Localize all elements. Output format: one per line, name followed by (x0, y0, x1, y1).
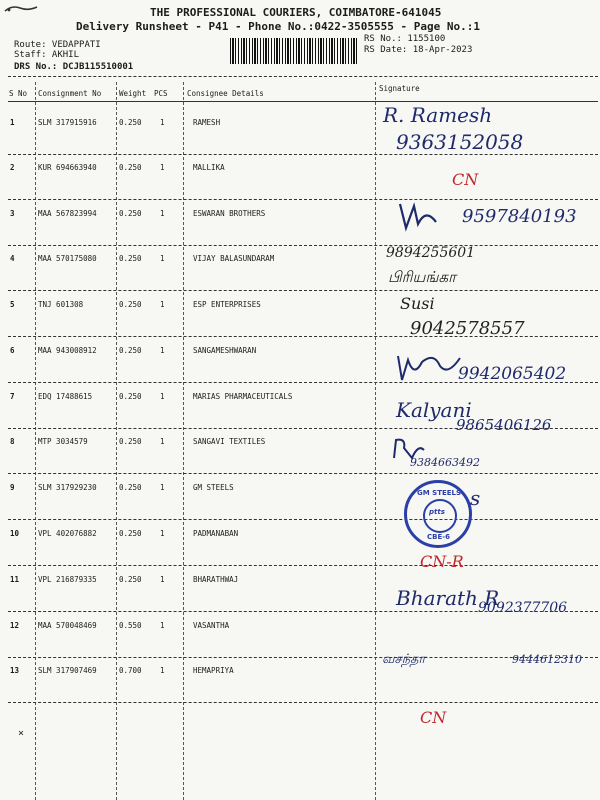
row-consignment-no: MAA 570048469 (38, 621, 97, 630)
row-divider (8, 473, 598, 474)
row-consignee: HEMAPRIYA (193, 666, 234, 675)
row-consignment-no: MAA 943008912 (38, 346, 97, 355)
row-consignee: ESP ENTERPRISES (193, 300, 261, 309)
signature-phone: 9444612310 (512, 653, 582, 666)
row-pcs: 1 (160, 118, 165, 127)
drs-number: DRS No.: DCJB115510001 (14, 62, 134, 72)
header-top-rule (8, 76, 598, 77)
signature-bharath: Bharath R (396, 586, 500, 610)
row-consignee: PADMANABAN (193, 529, 239, 538)
row-divider (8, 154, 598, 155)
row-consignee: RAMESH (193, 118, 221, 127)
signature-scribble (396, 198, 440, 234)
row-weight: 0.250 (119, 209, 142, 218)
row-consignment-no: KUR 694663940 (38, 163, 97, 172)
row-divider (8, 290, 598, 291)
row-consignment-no: MAA 570175080 (38, 254, 97, 263)
row-divider (8, 199, 598, 200)
row-consignee: MALLIKA (193, 163, 225, 172)
runsheet-title: Delivery Runsheet - P41 - Phone No.:0422-3505555 - Page No.:1 (76, 20, 480, 33)
courier-logo (4, 4, 38, 14)
row-pcs: 1 (160, 209, 165, 218)
row-divider (8, 702, 598, 703)
row-sno: 12 (10, 621, 20, 630)
cn-r-mark: CN-R (420, 552, 464, 571)
signature-scribble (394, 348, 464, 384)
rs-number: RS No.: 1155100 (364, 34, 446, 44)
signature-ramesh: R. Ramesh (383, 103, 493, 127)
row-consignee: BHARATHWAJ (193, 575, 239, 584)
col-header-signature: Signature (379, 84, 420, 93)
col-header-pcs: PCS (154, 89, 168, 98)
row-sno: 8 (10, 437, 15, 446)
row-sno: 1 (10, 118, 15, 127)
signature-phone: 9597840193 (462, 206, 577, 227)
row-consignment-no: SLM 317929230 (38, 483, 97, 492)
row-consignee: MARIAS PHARMACEUTICALS (193, 392, 293, 401)
row-divider (8, 657, 598, 658)
row-sno: 9 (10, 483, 15, 492)
cn-mark: CN (420, 708, 447, 727)
column-divider (183, 82, 184, 800)
row-consignee: ESWARAN BROTHERS (193, 209, 266, 218)
row-consignment-no: SLM 317915916 (38, 118, 97, 127)
signature-susi: Susi (400, 294, 435, 313)
signature-tamil-name: பிரியங்கா (388, 268, 456, 286)
signature-mark: s (470, 486, 481, 510)
signature-phone: 9894255601 (386, 245, 476, 261)
row-weight: 0.700 (119, 666, 142, 675)
row-weight: 0.250 (119, 346, 142, 355)
company-seal (404, 480, 472, 548)
row-sno: 3 (10, 209, 15, 218)
row-consignment-no: VPL 216879335 (38, 575, 97, 584)
seal-inner-ring (423, 499, 457, 533)
row-consignee: GM STEELS (193, 483, 234, 492)
row-consignee: SANGAVI TEXTILES (193, 437, 266, 446)
column-divider (375, 82, 376, 800)
row-weight: 0.250 (119, 437, 142, 446)
row-weight: 0.250 (119, 529, 142, 538)
col-header-consignee: Consignee Details (187, 89, 264, 98)
signature-phone: 9942065402 (458, 364, 567, 384)
row-weight: 0.250 (119, 254, 142, 263)
row-weight: 0.250 (119, 483, 142, 492)
row-pcs: 1 (160, 575, 165, 584)
row-consignment-no: MAA 567823994 (38, 209, 97, 218)
row-sno: 13 (10, 666, 20, 675)
signature-phone: 9865406126 (456, 416, 552, 434)
seal-city-text: CBE-6 (427, 533, 451, 541)
col-header-weight: Weight (119, 89, 147, 98)
row-weight: 0.250 (119, 392, 142, 401)
route-label: Route: VEDAPPATI (14, 40, 101, 50)
rs-date: RS Date: 18-Apr-2023 (364, 45, 473, 55)
row-sno: 7 (10, 392, 15, 401)
col-header-sno: S No (9, 89, 28, 98)
row-pcs: 1 (160, 346, 165, 355)
row-divider (8, 245, 598, 246)
row-consignment-no: EDQ 17488615 (38, 392, 93, 401)
row-consignment-no: MTP 3034579 (38, 437, 88, 446)
row-consignment-no: TNJ 601308 (38, 300, 84, 309)
row-consignee: SANGAMESHWARAN (193, 346, 257, 355)
row-pcs: 1 (160, 529, 165, 538)
row-weight: 0.250 (119, 118, 142, 127)
row-divider (8, 519, 598, 520)
row-sno: 10 (10, 529, 20, 538)
seal-company-text: GM STEELS (417, 489, 462, 497)
row-pcs: 1 (160, 254, 165, 263)
signature-tamil-name: வசந்தா (382, 652, 426, 667)
barcode (230, 38, 358, 64)
staff-label: Staff: AKHIL (14, 50, 80, 60)
signature-phone: 9042578557 (410, 318, 525, 339)
row-sno: 5 (10, 300, 15, 309)
row-weight: 0.250 (119, 300, 142, 309)
signature-kalyani: Kalyani (396, 398, 472, 422)
row-consignment-no: VPL 402076882 (38, 529, 97, 538)
row-sno: 11 (10, 575, 20, 584)
row-consignee: VASANTHA (193, 621, 230, 630)
signature-phone: 9384663492 (410, 456, 480, 469)
row-pcs: 1 (160, 392, 165, 401)
row-consignee: VIJAY BALASUNDARAM (193, 254, 275, 263)
row-pcs: 1 (160, 437, 165, 446)
signature-phone: 9363152058 (396, 130, 524, 154)
row-sno: 2 (10, 163, 15, 172)
margin-mark: × (18, 728, 25, 739)
row-sno: 4 (10, 254, 15, 263)
header-bottom-rule (8, 101, 598, 102)
row-pcs: 1 (160, 483, 165, 492)
row-weight: 0.250 (119, 163, 142, 172)
row-pcs: 1 (160, 621, 165, 630)
row-sno: 6 (10, 346, 15, 355)
row-pcs: 1 (160, 300, 165, 309)
column-divider (35, 82, 36, 800)
row-consignment-no: SLM 317907469 (38, 666, 97, 675)
row-pcs: 1 (160, 163, 165, 172)
row-divider (8, 565, 598, 566)
signature-phone: 9092377706 (478, 600, 568, 616)
seal-center-text: ptts (429, 508, 445, 516)
col-header-consignment: Consignment No (38, 89, 102, 98)
column-divider (116, 82, 117, 800)
row-pcs: 1 (160, 666, 165, 675)
cn-mark: CN (452, 170, 479, 189)
row-weight: 0.250 (119, 575, 142, 584)
row-weight: 0.550 (119, 621, 142, 630)
company-title: THE PROFESSIONAL COURIERS, COIMBATORE-641045 (150, 6, 442, 19)
